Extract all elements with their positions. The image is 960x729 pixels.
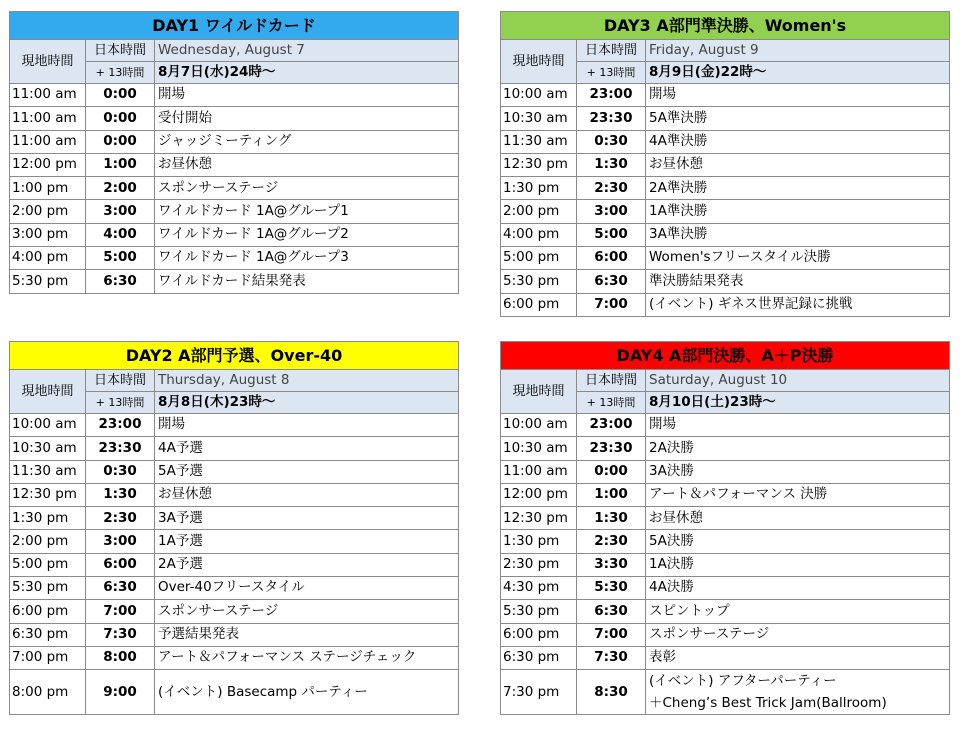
japan-time-cell: 23:30 (86, 437, 155, 460)
event-cell: 1A決勝 (646, 553, 950, 576)
local-time-cell: 11:30 am (501, 130, 577, 153)
local-time-cell: 7:30 pm (501, 670, 577, 715)
event-cell: 4A予選 (155, 437, 459, 460)
event-cell: 2A決勝 (646, 437, 950, 460)
japan-time-cell: 8:00 (86, 646, 155, 669)
japan-time-cell: 2:00 (86, 177, 155, 200)
date-english: Saturday, August 10 (646, 370, 950, 392)
local-time-cell: 6:30 pm (10, 623, 86, 646)
japan-time-cell: 23:30 (577, 107, 646, 130)
japan-time-cell: 0:30 (577, 130, 646, 153)
event-cell: 4A準決勝 (646, 130, 950, 153)
event-cell: 5A決勝 (646, 530, 950, 553)
local-time-cell: 5:30 pm (501, 270, 577, 293)
schedule-row (501, 600, 950, 623)
event-cell: スピントップ (646, 600, 950, 623)
schedule-row (10, 84, 459, 107)
schedule-row (10, 577, 459, 600)
schedule-row (10, 553, 459, 576)
local-time-cell: 12:30 pm (10, 483, 86, 506)
local-time-header: 現地時間 (10, 40, 86, 84)
date-japanese: 8月10日(土)23時～ (646, 392, 950, 414)
local-time-cell: 10:00 am (501, 414, 577, 437)
schedule-row (501, 437, 950, 460)
local-time-cell: 10:00 am (501, 84, 577, 107)
schedule-row (501, 153, 950, 176)
event-cell: 開場 (155, 414, 459, 437)
local-time-cell: 6:00 pm (10, 600, 86, 623)
event-cell: ワイルドカード 1A@グループ3 (155, 247, 459, 270)
date-japanese: 8月7日(水)24時～ (155, 62, 459, 84)
date-english: Wednesday, August 7 (155, 40, 459, 62)
event-cell: ワイルドカード 1A@グループ1 (155, 200, 459, 223)
japan-time-cell: 7:00 (577, 293, 646, 316)
schedule-row (501, 293, 950, 316)
schedule-row (10, 460, 459, 483)
local-time-cell: 6:30 pm (501, 646, 577, 669)
japan-time-cell: 9:00 (86, 670, 155, 715)
local-time-cell: 2:00 pm (10, 200, 86, 223)
day-title: DAY4 A部門決勝、A＋P決勝 (501, 342, 950, 370)
day3-schedule-table (500, 11, 950, 317)
local-time-cell: 1:00 pm (10, 177, 86, 200)
schedule-row (501, 223, 950, 246)
date-japanese: 8月9日(金)22時～ (646, 62, 950, 84)
time-offset-label: + 13時間 (86, 392, 155, 414)
day2-schedule-table (9, 341, 459, 715)
japan-time-cell: 7:00 (86, 600, 155, 623)
day1-schedule-table (9, 11, 459, 294)
schedule-row (501, 507, 950, 530)
japan-time-cell: 7:30 (577, 646, 646, 669)
event-cell: (イベント) Basecamp パーティー (155, 670, 459, 715)
time-offset-label: + 13時間 (577, 62, 646, 84)
date-english: Friday, August 9 (646, 40, 950, 62)
event-cell: ジャッジミーティング (155, 130, 459, 153)
local-time-cell: 4:00 pm (10, 247, 86, 270)
day-title: DAY3 A部門準決勝、Women's (501, 12, 950, 40)
local-time-cell: 5:30 pm (501, 600, 577, 623)
event-cell: 2A準決勝 (646, 177, 950, 200)
event-line-1: (イベント) アフターパーティー (649, 673, 837, 690)
header-row-date (501, 370, 950, 392)
schedule-row (10, 670, 459, 715)
japan-time-cell: 6:30 (577, 600, 646, 623)
japan-time-cell: 23:30 (577, 437, 646, 460)
japan-time-cell: 23:00 (577, 414, 646, 437)
japan-time-cell: 3:00 (86, 530, 155, 553)
local-time-cell: 6:00 pm (501, 293, 577, 316)
local-time-cell: 1:30 pm (501, 530, 577, 553)
local-time-cell: 8:00 pm (10, 670, 86, 715)
japan-time-cell: 4:00 (86, 223, 155, 246)
japan-time-header: 日本時間 (86, 40, 155, 62)
japan-time-cell: 6:00 (86, 553, 155, 576)
japan-time-cell: 5:00 (577, 223, 646, 246)
header-row-date (501, 40, 950, 62)
event-cell: 3A予選 (155, 507, 459, 530)
local-time-header: 現地時間 (501, 370, 577, 414)
event-cell: お昼休憩 (155, 483, 459, 506)
event-cell: 5A準決勝 (646, 107, 950, 130)
local-time-cell: 12:30 pm (501, 507, 577, 530)
event-cell: 3A準決勝 (646, 223, 950, 246)
header-row-date (10, 40, 459, 62)
schedule-row (501, 623, 950, 646)
event-cell: 3A決勝 (646, 460, 950, 483)
local-time-cell: 2:30 pm (501, 553, 577, 576)
schedule-row (10, 223, 459, 246)
local-time-cell: 2:00 pm (501, 200, 577, 223)
schedule-row (501, 177, 950, 200)
local-time-cell: 11:00 am (10, 130, 86, 153)
japan-time-cell: 6:30 (86, 577, 155, 600)
japan-time-cell: 8:30 (577, 670, 646, 715)
time-offset-label: + 13時間 (86, 62, 155, 84)
event-cell: Over-40フリースタイル (155, 577, 459, 600)
japan-time-cell: 2:30 (577, 530, 646, 553)
japan-time-cell: 6:30 (86, 270, 155, 293)
japan-time-cell: 0:00 (86, 130, 155, 153)
day4-schedule-table (500, 341, 950, 715)
schedule-row (10, 530, 459, 553)
event-cell: ワイルドカード結果発表 (155, 270, 459, 293)
schedule-row (501, 483, 950, 506)
schedule-row (10, 130, 459, 153)
local-time-cell: 1:30 pm (501, 177, 577, 200)
japan-time-cell: 3:30 (577, 553, 646, 576)
event-cell: 表彰 (646, 646, 950, 669)
schedule-row (501, 270, 950, 293)
local-time-cell: 3:00 pm (10, 223, 86, 246)
schedule-row (10, 177, 459, 200)
event-cell: 4A決勝 (646, 577, 950, 600)
local-time-cell: 6:00 pm (501, 623, 577, 646)
local-time-cell: 10:00 am (10, 414, 86, 437)
event-line-2: ＋Cheng’s Best Trick Jam(Ballroom) (649, 695, 887, 712)
japan-time-cell: 0:00 (86, 84, 155, 107)
local-time-cell: 5:00 pm (10, 553, 86, 576)
date-japanese: 8月8日(木)23時～ (155, 392, 459, 414)
schedule-row (501, 414, 950, 437)
day-title-row (501, 12, 950, 40)
day-title: DAY1 ワイルドカード (10, 12, 459, 40)
event-cell: スポンサーステージ (155, 600, 459, 623)
schedule-row (10, 200, 459, 223)
japan-time-header: 日本時間 (86, 370, 155, 392)
japan-time-cell: 5:00 (86, 247, 155, 270)
schedule-row (10, 153, 459, 176)
local-time-cell: 10:30 am (10, 437, 86, 460)
japan-time-cell: 6:00 (577, 247, 646, 270)
event-cell: お昼休憩 (646, 507, 950, 530)
schedule-row (10, 414, 459, 437)
japan-time-cell: 3:00 (86, 200, 155, 223)
schedule-row (10, 600, 459, 623)
event-cell: 1A準決勝 (646, 200, 950, 223)
japan-time-header: 日本時間 (577, 370, 646, 392)
japan-time-cell: 1:30 (577, 507, 646, 530)
japan-time-cell: 5:30 (577, 577, 646, 600)
japan-time-cell: 1:30 (577, 153, 646, 176)
schedule-row (501, 130, 950, 153)
japan-time-cell: 23:00 (86, 414, 155, 437)
local-time-cell: 11:00 am (501, 460, 577, 483)
schedule-row (10, 107, 459, 130)
japan-time-header: 日本時間 (577, 40, 646, 62)
japan-time-cell: 23:00 (577, 84, 646, 107)
japan-time-cell: 6:30 (577, 270, 646, 293)
schedule-row (10, 623, 459, 646)
japan-time-cell: 3:00 (577, 200, 646, 223)
event-cell: お昼休憩 (155, 153, 459, 176)
schedule-row (501, 530, 950, 553)
local-time-header: 現地時間 (10, 370, 86, 414)
local-time-cell: 11:00 am (10, 84, 86, 107)
date-english: Thursday, August 8 (155, 370, 459, 392)
event-cell: アート＆パフォーマンス 決勝 (646, 483, 950, 506)
event-cell: お昼休憩 (646, 153, 950, 176)
event-cell: Women'sフリースタイル決勝 (646, 247, 950, 270)
local-time-cell: 7:00 pm (10, 646, 86, 669)
time-offset-label: + 13時間 (577, 392, 646, 414)
schedule-row (10, 507, 459, 530)
event-cell: 2A予選 (155, 553, 459, 576)
japan-time-cell: 7:00 (577, 623, 646, 646)
local-time-cell: 12:00 pm (501, 483, 577, 506)
event-cell: 1A予選 (155, 530, 459, 553)
event-cell: スポンサーステージ (155, 177, 459, 200)
local-time-cell: 1:30 pm (10, 507, 86, 530)
schedule-row (10, 483, 459, 506)
japan-time-cell: 2:30 (577, 177, 646, 200)
local-time-cell: 12:00 pm (10, 153, 86, 176)
event-cell: スポンサーステージ (646, 623, 950, 646)
event-cell: アート＆パフォーマンス ステージチェック (155, 646, 459, 669)
event-cell: 受付開始 (155, 107, 459, 130)
day-title-row (10, 342, 459, 370)
schedule-row (501, 247, 950, 270)
japan-time-cell: 7:30 (86, 623, 155, 646)
schedule-row (501, 200, 950, 223)
local-time-cell: 11:30 am (10, 460, 86, 483)
schedule-row (501, 670, 950, 715)
japan-time-cell: 1:00 (86, 153, 155, 176)
local-time-cell: 2:00 pm (10, 530, 86, 553)
local-time-cell: 4:30 pm (501, 577, 577, 600)
header-row-date (10, 370, 459, 392)
local-time-cell: 4:00 pm (501, 223, 577, 246)
local-time-cell: 12:30 pm (501, 153, 577, 176)
local-time-cell: 10:30 am (501, 107, 577, 130)
event-cell: 開場 (155, 84, 459, 107)
local-time-cell: 5:00 pm (501, 247, 577, 270)
japan-time-cell: 0:00 (86, 107, 155, 130)
japan-time-cell: 1:00 (577, 483, 646, 506)
event-cell: 5A予選 (155, 460, 459, 483)
schedule-row (501, 577, 950, 600)
japan-time-cell: 1:30 (86, 483, 155, 506)
event-cell: (イベント) ギネス世界記録に挑戦 (646, 293, 950, 316)
event-cell (646, 670, 950, 715)
schedule-row (501, 646, 950, 669)
schedule-row (501, 84, 950, 107)
schedule-row (10, 247, 459, 270)
schedule-row (501, 460, 950, 483)
schedule-row (501, 107, 950, 130)
local-time-cell: 11:00 am (10, 107, 86, 130)
event-cell: 開場 (646, 414, 950, 437)
schedule-row (501, 553, 950, 576)
event-cell: 開場 (646, 84, 950, 107)
day-title: DAY2 A部門予選、Over-40 (10, 342, 459, 370)
japan-time-cell: 0:00 (577, 460, 646, 483)
schedule-row (10, 437, 459, 460)
day-title-row (501, 342, 950, 370)
schedule-row (10, 646, 459, 669)
event-cell: ワイルドカード 1A@グループ2 (155, 223, 459, 246)
day-title-row (10, 12, 459, 40)
event-cell: 準決勝結果発表 (646, 270, 950, 293)
local-time-cell: 5:30 pm (10, 270, 86, 293)
schedule-row (10, 270, 459, 293)
local-time-cell: 10:30 am (501, 437, 577, 460)
event-cell: 予選結果発表 (155, 623, 459, 646)
local-time-header: 現地時間 (501, 40, 577, 84)
japan-time-cell: 2:30 (86, 507, 155, 530)
local-time-cell: 5:30 pm (10, 577, 86, 600)
japan-time-cell: 0:30 (86, 460, 155, 483)
